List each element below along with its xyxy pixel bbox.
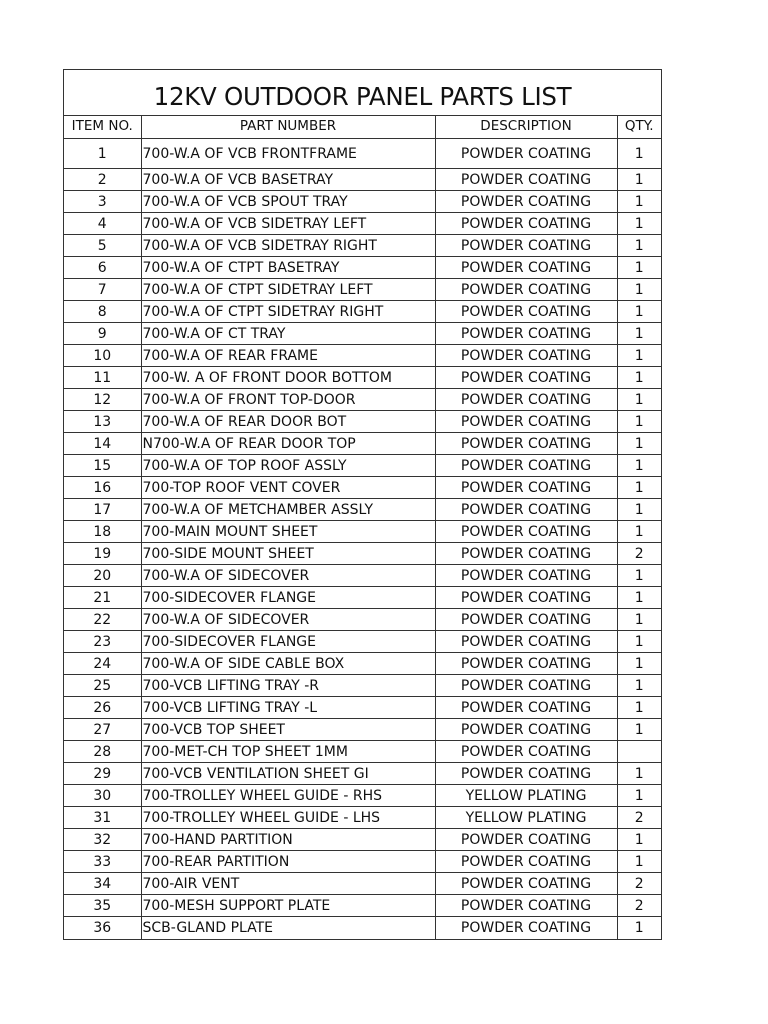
qty-cell: 1 (617, 257, 661, 279)
item-no-cell: 17 (64, 499, 141, 521)
table-row (64, 697, 661, 719)
page-title: 12KV OUTDOOR PANEL PARTS LIST (153, 82, 572, 111)
item-no-cell: 4 (64, 213, 141, 235)
table-row (64, 829, 661, 851)
description-cell: POWDER COATING (435, 477, 617, 499)
item-no-cell: 19 (64, 543, 141, 565)
qty-cell: 2 (617, 895, 661, 917)
description-cell: POWDER COATING (435, 895, 617, 917)
table-row (64, 367, 661, 389)
part-number-cell: 700-SIDE MOUNT SHEET (141, 543, 435, 565)
part-number-cell: 700-W.A OF SIDE CABLE BOX (141, 653, 435, 675)
description-cell: POWDER COATING (435, 675, 617, 697)
item-no-cell: 24 (64, 653, 141, 675)
item-no-cell: 18 (64, 521, 141, 543)
qty-cell: 1 (617, 675, 661, 697)
table-row (64, 653, 661, 675)
part-number-cell: 700-W.A OF VCB FRONTFRAME (141, 139, 435, 169)
qty-cell: 1 (617, 829, 661, 851)
table-row (64, 741, 661, 763)
description-cell: POWDER COATING (435, 587, 617, 609)
qty-cell: 1 (617, 785, 661, 807)
table-row (64, 851, 661, 873)
item-no-cell: 10 (64, 345, 141, 367)
table-row (64, 455, 661, 477)
table-row (64, 543, 661, 565)
qty-cell: 1 (617, 499, 661, 521)
item-no-cell: 15 (64, 455, 141, 477)
table-row (64, 323, 661, 345)
header-description: DESCRIPTION (435, 116, 617, 139)
table-row (64, 235, 661, 257)
table-row (64, 807, 661, 829)
qty-cell: 1 (617, 477, 661, 499)
description-cell: POWDER COATING (435, 609, 617, 631)
part-number-cell: 700-TROLLEY WHEEL GUIDE - RHS (141, 785, 435, 807)
part-number-cell: 700-SIDECOVER FLANGE (141, 587, 435, 609)
item-no-cell: 21 (64, 587, 141, 609)
header-part-number: PART NUMBER (141, 116, 435, 139)
table-row (64, 521, 661, 543)
description-cell: POWDER COATING (435, 301, 617, 323)
part-number-cell: 700-W.A OF VCB SIDETRAY LEFT (141, 213, 435, 235)
description-cell: POWDER COATING (435, 279, 617, 301)
table-row (64, 139, 661, 169)
description-cell: POWDER COATING (435, 763, 617, 785)
item-no-cell: 32 (64, 829, 141, 851)
description-cell: YELLOW PLATING (435, 785, 617, 807)
item-no-cell: 3 (64, 191, 141, 213)
description-cell: POWDER COATING (435, 323, 617, 345)
description-cell: POWDER COATING (435, 631, 617, 653)
item-no-cell: 22 (64, 609, 141, 631)
description-cell: POWDER COATING (435, 873, 617, 895)
part-number-cell: 700-W.A OF TOP ROOF ASSLY (141, 455, 435, 477)
description-cell: POWDER COATING (435, 213, 617, 235)
item-no-cell: 16 (64, 477, 141, 499)
header-row (64, 116, 661, 139)
qty-cell: 1 (617, 235, 661, 257)
description-cell: POWDER COATING (435, 411, 617, 433)
table-row (64, 213, 661, 235)
table-row (64, 477, 661, 499)
part-number-cell: 700-VCB TOP SHEET (141, 719, 435, 741)
description-cell: POWDER COATING (435, 367, 617, 389)
description-cell: POWDER COATING (435, 543, 617, 565)
qty-cell: 1 (617, 323, 661, 345)
table-row (64, 631, 661, 653)
item-no-cell: 2 (64, 169, 141, 191)
table-row (64, 587, 661, 609)
qty-cell: 1 (617, 139, 661, 169)
part-number-cell: 700-SIDECOVER FLANGE (141, 631, 435, 653)
qty-cell: 1 (617, 191, 661, 213)
table-row (64, 389, 661, 411)
qty-cell: 1 (617, 697, 661, 719)
item-no-cell: 34 (64, 873, 141, 895)
table-row (64, 719, 661, 741)
table-row (64, 917, 661, 939)
qty-cell (617, 741, 661, 763)
description-cell: POWDER COATING (435, 139, 617, 169)
qty-cell: 2 (617, 873, 661, 895)
qty-cell: 1 (617, 345, 661, 367)
item-no-cell: 33 (64, 851, 141, 873)
table-row (64, 609, 661, 631)
part-number-cell: 700-W.A OF FRONT TOP-DOOR (141, 389, 435, 411)
item-no-cell: 25 (64, 675, 141, 697)
description-cell: POWDER COATING (435, 565, 617, 587)
table-row (64, 873, 661, 895)
qty-cell: 1 (617, 169, 661, 191)
qty-cell: 1 (617, 719, 661, 741)
qty-cell: 1 (617, 367, 661, 389)
table-row (64, 191, 661, 213)
item-no-cell: 20 (64, 565, 141, 587)
part-number-cell: 700-W.A OF CTPT SIDETRAY LEFT (141, 279, 435, 301)
description-cell: POWDER COATING (435, 389, 617, 411)
part-number-cell: 700-AIR VENT (141, 873, 435, 895)
parts-table (64, 116, 661, 939)
description-cell: POWDER COATING (435, 499, 617, 521)
part-number-cell: 700-MAIN MOUNT SHEET (141, 521, 435, 543)
description-cell: POWDER COATING (435, 345, 617, 367)
qty-cell: 1 (617, 587, 661, 609)
item-no-cell: 23 (64, 631, 141, 653)
table-row (64, 257, 661, 279)
qty-cell: 1 (617, 389, 661, 411)
description-cell: POWDER COATING (435, 653, 617, 675)
item-no-cell: 8 (64, 301, 141, 323)
part-number-cell: 700-VCB VENTILATION SHEET GI (141, 763, 435, 785)
qty-cell: 1 (617, 301, 661, 323)
description-cell: POWDER COATING (435, 851, 617, 873)
item-no-cell: 13 (64, 411, 141, 433)
description-cell: POWDER COATING (435, 235, 617, 257)
header-item-no: ITEM NO. (64, 116, 141, 139)
item-no-cell: 12 (64, 389, 141, 411)
description-cell: POWDER COATING (435, 829, 617, 851)
qty-cell: 1 (617, 565, 661, 587)
description-cell: YELLOW PLATING (435, 807, 617, 829)
part-number-cell: 700-VCB LIFTING TRAY -L (141, 697, 435, 719)
qty-cell: 1 (617, 851, 661, 873)
qty-cell: 2 (617, 543, 661, 565)
item-no-cell: 29 (64, 763, 141, 785)
item-no-cell: 36 (64, 917, 141, 939)
description-cell: POWDER COATING (435, 257, 617, 279)
item-no-cell: 1 (64, 139, 141, 169)
qty-cell: 1 (617, 521, 661, 543)
item-no-cell: 26 (64, 697, 141, 719)
table-row (64, 499, 661, 521)
part-number-cell: 700-W.A OF REAR DOOR BOT (141, 411, 435, 433)
part-number-cell: 700-HAND PARTITION (141, 829, 435, 851)
item-no-cell: 31 (64, 807, 141, 829)
qty-cell: 1 (617, 455, 661, 477)
part-number-cell: 700-W.A OF CTPT BASETRAY (141, 257, 435, 279)
table-row (64, 763, 661, 785)
table-row (64, 411, 661, 433)
item-no-cell: 6 (64, 257, 141, 279)
item-no-cell: 28 (64, 741, 141, 763)
part-number-cell: 700-MESH SUPPORT PLATE (141, 895, 435, 917)
header-qty: QTY. (617, 116, 661, 139)
description-cell: POWDER COATING (435, 191, 617, 213)
qty-cell: 1 (634, 919, 644, 936)
part-number-cell: 700-VCB LIFTING TRAY -R (141, 675, 435, 697)
parts-list-sheet (63, 69, 662, 940)
item-no-cell: 5 (64, 235, 141, 257)
qty-cell: 1 (617, 213, 661, 235)
item-no-cell: 9 (64, 323, 141, 345)
part-number-cell: 700-TROLLEY WHEEL GUIDE - LHS (141, 807, 435, 829)
table-row (64, 301, 661, 323)
part-number-cell: 700-REAR PARTITION (141, 851, 435, 873)
table-row (64, 785, 661, 807)
table-row (64, 565, 661, 587)
title-row (64, 70, 661, 116)
part-number-cell: 700-W.A OF CTPT SIDETRAY RIGHT (141, 301, 435, 323)
part-number-cell: 700-W.A OF VCB SIDETRAY RIGHT (141, 235, 435, 257)
table-row (64, 675, 661, 697)
description-cell: POWDER COATING (435, 455, 617, 477)
table-row (64, 345, 661, 367)
part-number-cell: 700-W.A OF VCB BASETRAY (141, 169, 435, 191)
part-number-cell: SCB-GLAND PLATE (141, 917, 435, 939)
description-cell: POWDER COATING (435, 917, 617, 939)
part-number-cell: 700-W.A OF REAR FRAME (141, 345, 435, 367)
table-row (64, 169, 661, 191)
part-number-cell: N700-W.A OF REAR DOOR TOP (141, 433, 435, 455)
item-no-cell: 14 (64, 433, 141, 455)
description-cell: POWDER COATING (435, 169, 617, 191)
part-number-cell: 700-W.A OF SIDECOVER (141, 565, 435, 587)
table-row (64, 279, 661, 301)
qty-cell: 1 (617, 609, 661, 631)
part-number-cell: 700-TOP ROOF VENT COVER (141, 477, 435, 499)
description-cell: POWDER COATING (435, 719, 617, 741)
part-number-cell: 700-MET-CH TOP SHEET 1MM (141, 741, 435, 763)
qty-cell: 1 (617, 631, 661, 653)
qty-cell: 1 (617, 411, 661, 433)
item-no-cell: 35 (64, 895, 141, 917)
description-cell: POWDER COATING (435, 433, 617, 455)
item-no-cell: 7 (64, 279, 141, 301)
part-number-cell: 700-W.A OF VCB SPOUT TRAY (141, 191, 435, 213)
item-no-cell: 27 (64, 719, 141, 741)
qty-cell: 1 (617, 653, 661, 675)
part-number-cell: 700-W.A OF CT TRAY (141, 323, 435, 345)
item-no-cell: 30 (64, 785, 141, 807)
description-cell: POWDER COATING (435, 741, 617, 763)
description-cell: POWDER COATING (435, 697, 617, 719)
qty-cell: 1 (617, 763, 661, 785)
table-row (64, 433, 661, 455)
table-row (64, 895, 661, 917)
qty-cell: 1 (617, 279, 661, 301)
item-no-cell: 11 (64, 367, 141, 389)
part-number-cell: 700-W. A OF FRONT DOOR BOTTOM (141, 367, 435, 389)
qty-cell: 2 (617, 807, 661, 829)
part-number-cell: 700-W.A OF SIDECOVER (141, 609, 435, 631)
description-cell: POWDER COATING (435, 521, 617, 543)
part-number-cell: 700-W.A OF METCHAMBER ASSLY (141, 499, 435, 521)
qty-cell: 1 (617, 433, 661, 455)
